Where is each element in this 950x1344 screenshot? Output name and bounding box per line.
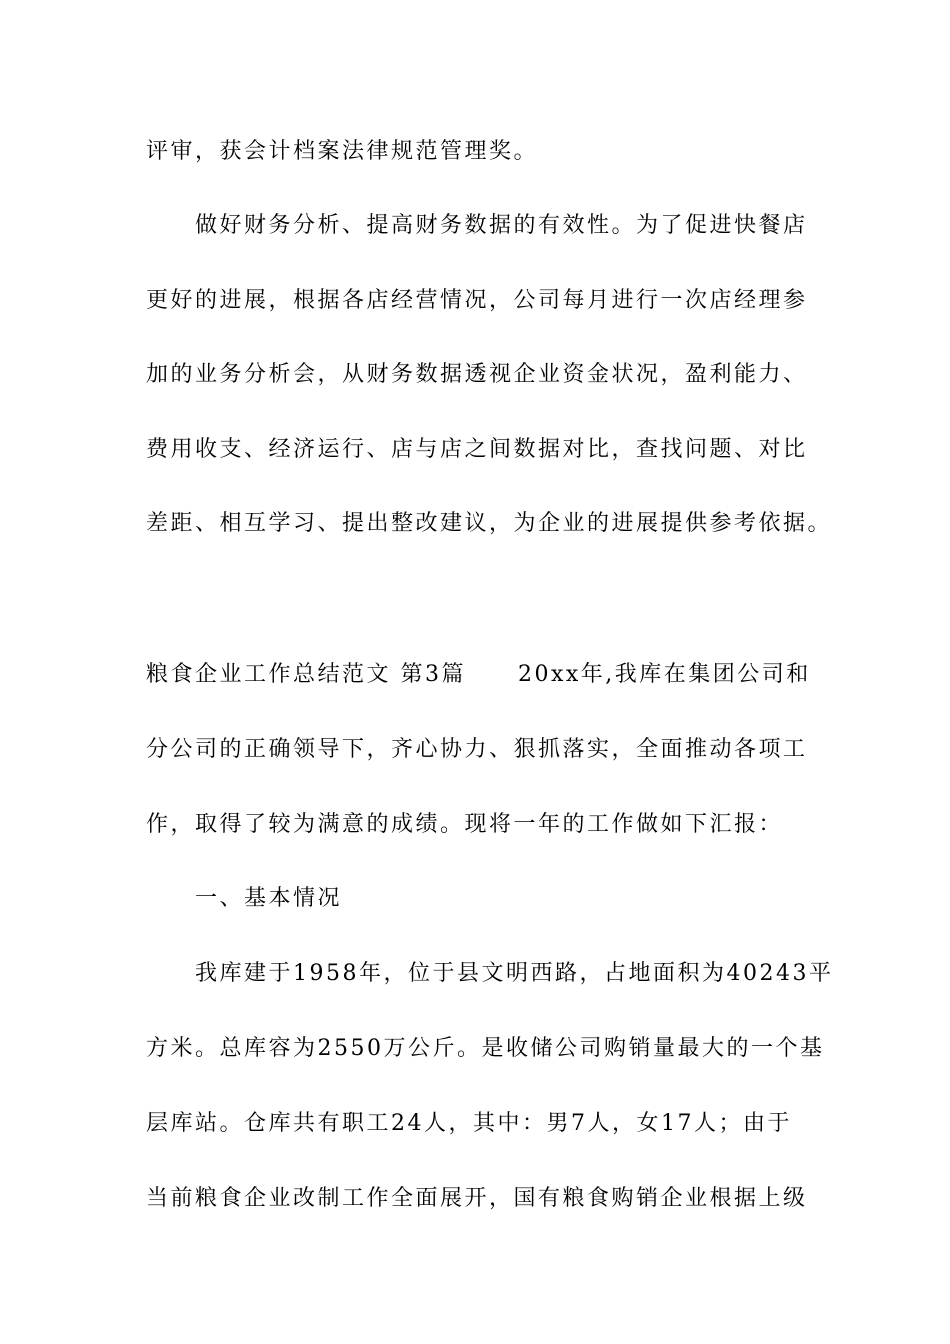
paragraph-line: 差距、相互学习、提出整改建议，为企业的进展提供参考依据。 bbox=[146, 511, 833, 536]
paragraph-line: 20xx年,我库在集团公司和 bbox=[518, 662, 811, 687]
paragraph-line: 作，取得了较为满意的成绩。现将一年的工作做如下汇报： bbox=[146, 812, 784, 837]
subheading: 一、基本情况 bbox=[195, 886, 343, 911]
paragraph-line: 分公司的正确领导下，齐心协力、狠抓落实，全面推动各项工 bbox=[146, 737, 808, 762]
paragraph-line: 层库站。仓库共有职工24人，其中：男7人，女17人；由于 bbox=[146, 1111, 792, 1136]
section-title-line bbox=[146, 660, 811, 690]
paragraph-line: 评审，获会计档案法律规范管理奖。 bbox=[146, 139, 539, 164]
paragraph-line: 做好财务分析、提高财务数据的有效性。为了促进快餐店 bbox=[195, 213, 808, 238]
paragraph-line: 我库建于1958年，位于县文明西路，占地面积为40243平 bbox=[195, 961, 834, 986]
section-title: 粮食企业工作总结范文 第3篇 bbox=[146, 662, 466, 687]
paragraph-line: 当前粮食企业改制工作全面展开，国有粮食购销企业根据上级 bbox=[146, 1186, 808, 1211]
paragraph-line: 加的业务分析会，从财务数据透视企业资金状况，盈利能力、 bbox=[146, 362, 808, 387]
paragraph-line: 费用收支、经济运行、店与店之间数据对比，查找问题、对比 bbox=[146, 437, 808, 462]
paragraph-line: 更好的进展，根据各店经营情况，公司每月进行一次店经理参 bbox=[146, 288, 808, 313]
paragraph-line: 方米。总库容为2550万公斤。是收储公司购销量最大的一个基 bbox=[146, 1036, 825, 1061]
